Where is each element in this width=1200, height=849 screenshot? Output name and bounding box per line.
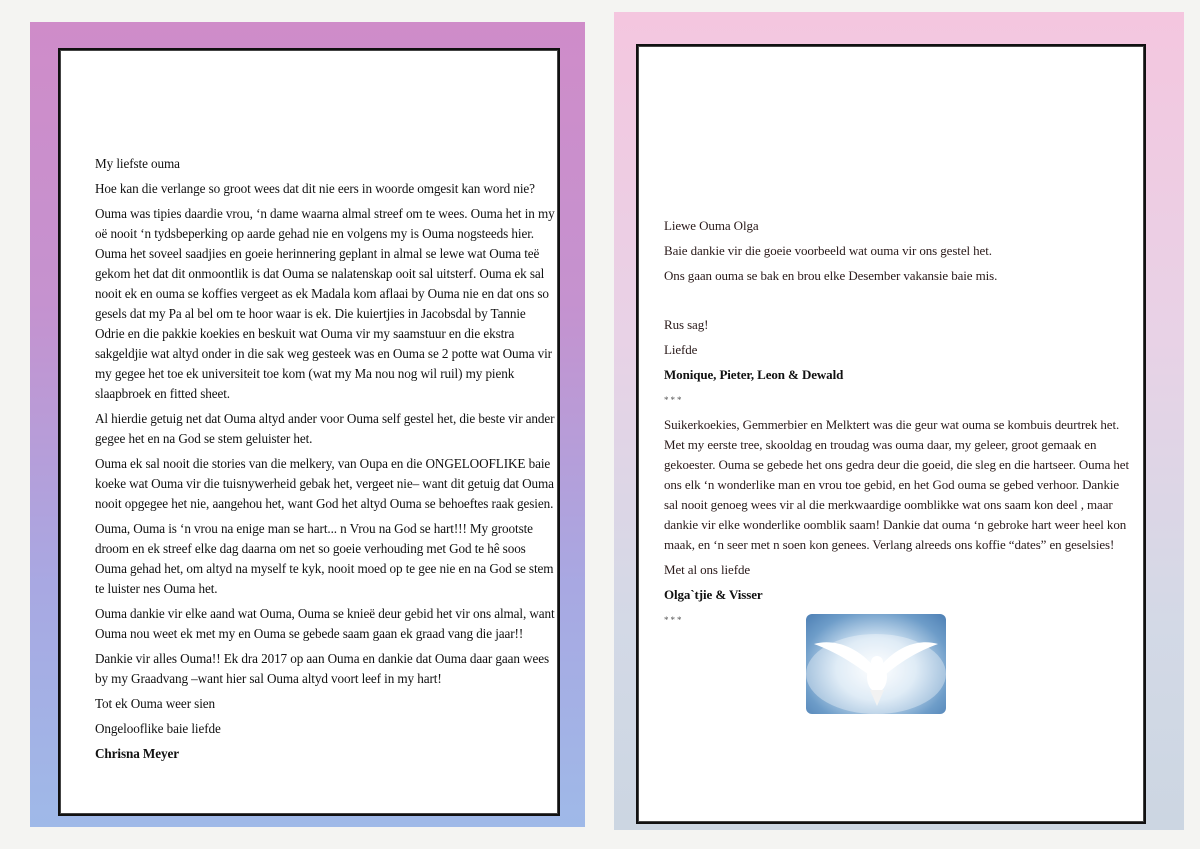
left-salutation: My liefste ouma — [95, 156, 180, 171]
right-page-frame — [636, 44, 1146, 824]
left-closing-1: Tot ek Ouma weer sien — [95, 696, 216, 711]
left-paragraph-6: Ouma dankie vir elke aand wat Ouma, Ouma se knieë deur gebid het vir ons almal, want Ouma nou weet ek met my en Ouma se gebede saam gaan ek graad vang die jaar!! — [95, 606, 555, 641]
left-paragraph-4: Ouma ek sal nooit die stories van die melkery, van Oupa en die ONGELOOFLIKE baie koeke wat Ouma vir die tuisnywerheid gebak het, vergeet nie– want dit getuig dat Ouma nooit opgegee het nie, aangehou het, want God het altyd Ouma se behoeftes raak gesien. — [95, 456, 554, 511]
separator-1: *** — [664, 395, 684, 405]
left-closing-2: Ongelooflike baie liefde — [95, 721, 221, 736]
left-letter — [95, 154, 555, 769]
right-closing: Met al ons liefde — [664, 562, 751, 577]
left-paragraph-2: Ouma was tipies daardie vrou, ‘n dame waarna almal streef om te wees. Ouma het in my oë nooit ‘n tydsbeperking op aarde gehad nie en volgens my is Ouma nogsteeds hier. Ouma het soveel saadjies en goeie herinnering geplant in almal se lewe wat Ouma teë gekom het dat dit onmoontlik is dat Ouma se nalatenskap ooit sal uitsterf. Ouma ek sal nooit ek en ouma se koffies vergeet as ek Madala kom aflaai by Ouma nie en dat ons so gesels dat my Pa al bel om te hoor waar is ek. Die kuiertjies in Jacobsdal by Tannie Odrie en die pakkie koekies en beskuit wat Ouma vir my saamstuur en die ekstra sakgeldjie wat altyd onder in die sak weg gesteek was en Ouma se 2 potte wat Ouma vir my gegee het toe ek universiteit toe kom (wat my Ma nou nog wil ruil) my pienk slaapbroek en fitted sheet. — [95, 206, 555, 401]
right-letters — [664, 216, 1134, 635]
dove-icon — [806, 614, 946, 714]
dove-image — [806, 614, 946, 714]
left-paragraph-1: Hoe kan die verlange so groot wees dat dit nie eers in woorde omgesit kan word nie? — [95, 181, 535, 196]
left-paragraph-3: Al hierdie getuig net dat Ouma altyd ander voor Ouma self gestel het, die beste vir ander gegee het en na God se stem geluister het. — [95, 411, 555, 446]
right-signature-2: Olga`tjie & Visser — [664, 587, 763, 602]
left-page — [30, 22, 585, 827]
right-paragraph: Suikerkoekies, Gemmerbier en Melktert was die geur wat ouma se kombuis deurtrek het. Met my eerste tree, skooldag en troudag was ouma daar, my geleer, groot gemaak en gekoester. Ouma se gebede het ons gedra deur die goeid, die sleg en die hartseer. Ouma het ons elk ‘n wonderlike man en vrou toe gebid, en het God ouma se gebed verhoor. Dankie sal nooit genoeg wees vir al die merkwaardige oomblikke wat ons saam kon deel , maar dankie vir elke wonderlike oomblik saam! Dankie dat ouma ‘n gebroke hart weer heel kon maak, en ‘n seer met n soen kon genees. Verlang alreeds ons koffie “dates” en geselsies! — [664, 417, 1129, 552]
rus-sag: Rus sag! — [664, 317, 709, 332]
separator-2: *** — [664, 615, 684, 625]
left-page-frame — [58, 48, 560, 816]
right-line-1: Baie dankie vir die goeie voorbeeld wat ouma vir ons gestel het. — [664, 243, 992, 258]
left-paragraph-7: Dankie vir alles Ouma!! Ek dra 2017 op aan Ouma en dankie dat Ouma daar gaan wees by my Graadvang –want hier sal Ouma altyd voort leef in my hart! — [95, 651, 550, 686]
left-signature: Chrisna Meyer — [95, 746, 180, 761]
right-page — [614, 12, 1184, 830]
right-line-2: Ons gaan ouma se bak en brou elke Desember vakansie baie mis. — [664, 268, 998, 283]
spacer — [664, 291, 1134, 315]
right-signature-1: Monique, Pieter, Leon & Dewald — [664, 367, 844, 382]
right-salutation: Liewe Ouma Olga — [664, 218, 759, 233]
left-paragraph-5: Ouma, Ouma is ‘n vrou na enige man se hart... n Vrou na God se hart!!! My grootste droom en ek streef elke dag daarna om net so goeie verhouding met God te hê soos Ouma gehad het, om altyd na myself te kyk, nooit moed op te gee nie en na God se stem te luister nes Ouma het. — [95, 521, 554, 596]
liefde: Liefde — [664, 342, 698, 357]
